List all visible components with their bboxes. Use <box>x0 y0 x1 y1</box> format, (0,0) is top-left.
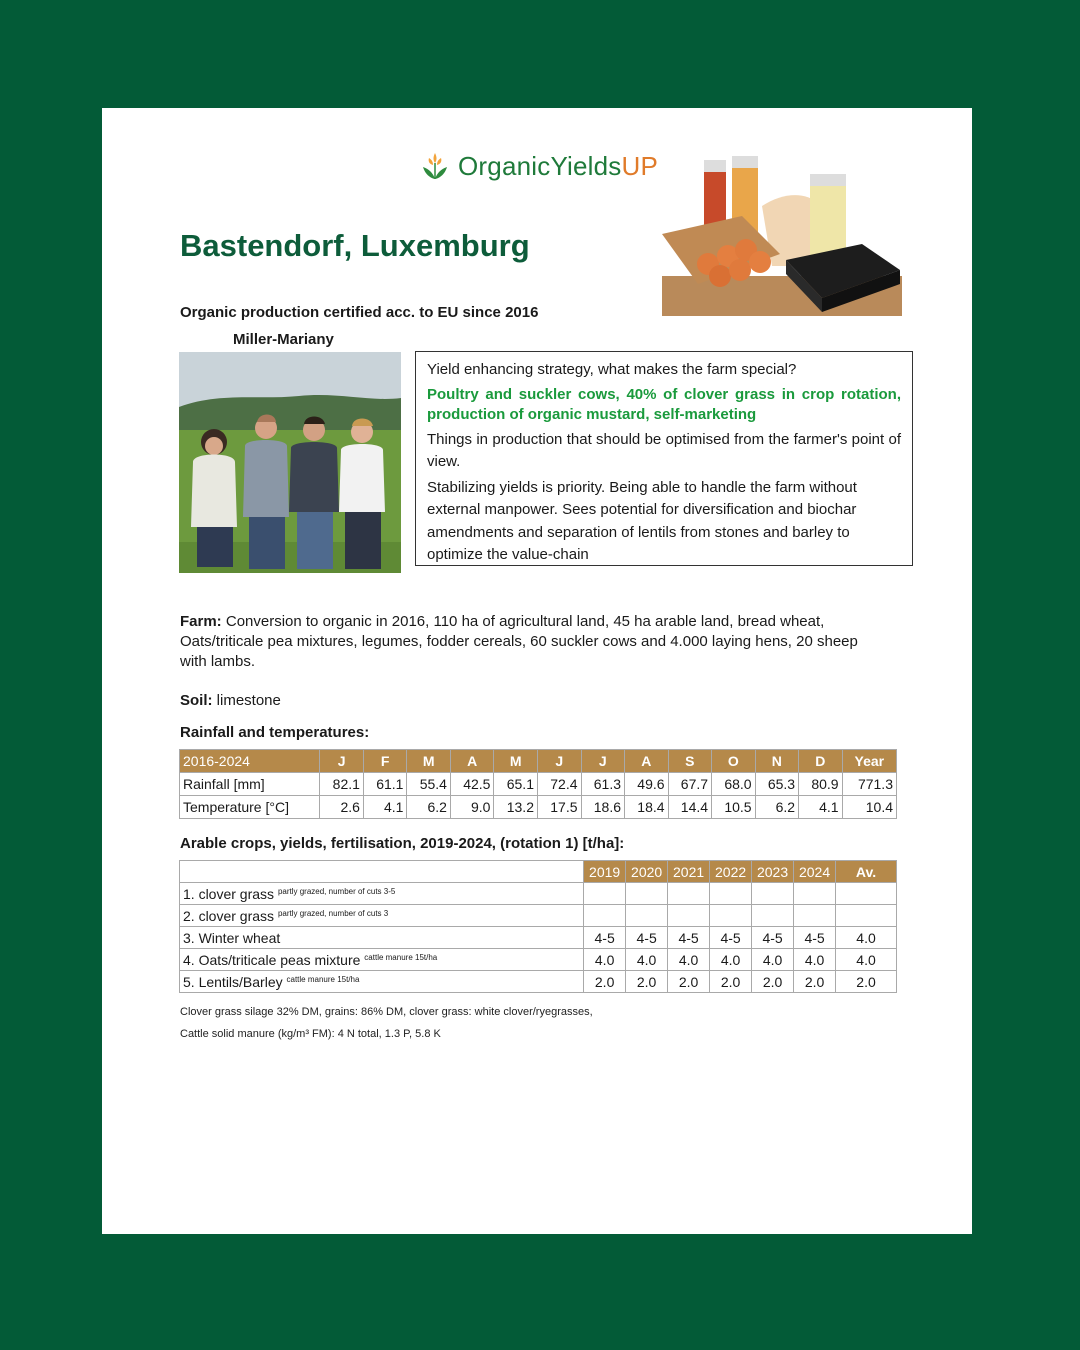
rainfall-header-cell: O <box>712 750 756 773</box>
crop-yield-cell: 2.0 <box>668 971 710 993</box>
strategy-question: Yield enhancing strategy, what makes the farm special? <box>427 361 797 378</box>
crop-name: 2. clover grass <box>183 907 275 924</box>
soil-text: limestone <box>212 692 281 709</box>
crop-yield-cell: 4.0 <box>584 949 626 971</box>
crop-yield-cell <box>626 905 668 927</box>
soil-label: Soil: <box>180 692 213 709</box>
note-silage: Clover grass silage 32% DM, grains: 86% DM, clover grass: white clover/ryegrasses, <box>180 1006 593 1018</box>
wheat-leaf-icon <box>418 149 452 183</box>
crop-yield-cell <box>584 883 626 905</box>
crop-name-cell <box>180 927 584 949</box>
crop-row <box>180 883 897 905</box>
crops-year-header: 2019 <box>584 861 626 883</box>
crop-yield-cell <box>626 883 668 905</box>
rainfall-row <box>180 796 897 819</box>
farm-label: Farm: <box>180 613 222 630</box>
crop-yield-cell: 4-5 <box>626 927 668 949</box>
crop-yield-cell: 2.0 <box>836 971 897 993</box>
rainfall-value-cell: 61.1 <box>363 773 407 796</box>
rainfall-value-cell: 67.7 <box>668 773 712 796</box>
rainfall-value-cell: 18.4 <box>625 796 669 819</box>
crop-yield-cell: 4.0 <box>626 949 668 971</box>
crop-yield-cell: 4.0 <box>836 949 897 971</box>
crop-yield-cell: 4-5 <box>584 927 626 949</box>
crops-year-header: 2020 <box>626 861 668 883</box>
rainfall-value-cell: 17.5 <box>537 796 581 819</box>
rainfall-header-cell: J <box>537 750 581 773</box>
factsheet-page <box>102 108 972 1234</box>
crop-yield-cell <box>710 883 752 905</box>
certification-text: Organic production certified acc. to EU since 2016 <box>180 304 539 321</box>
rainfall-value-cell: 13.2 <box>494 796 538 819</box>
crop-yield-cell <box>710 905 752 927</box>
soil-info <box>180 692 281 709</box>
strategy-highlight: Poultry and suckler cows, 40% of clover grass in crop rotation, production of organic mustard, self-marketing <box>427 385 901 423</box>
crops-table <box>179 860 897 993</box>
rainfall-value-cell: 2.6 <box>320 796 364 819</box>
crop-yield-cell <box>584 905 626 927</box>
rainfall-header-cell: J <box>320 750 364 773</box>
rainfall-header-cell: N <box>755 750 799 773</box>
rainfall-value-cell: 6.2 <box>755 796 799 819</box>
rainfall-value-cell: 771.3 <box>842 773 896 796</box>
strategy-box <box>415 351 913 566</box>
crops-title: Arable crops, yields, fertilisation, 2019-2024, (rotation 1) [t/ha]: <box>180 835 625 852</box>
rainfall-value-cell: 10.4 <box>842 796 896 819</box>
optimise-answer: Stabilizing yields is priority. Being able to handle the farm without external manpower. Sees potential for diversification and biochar amendments and separation of lentils from stones and barley to optimize the value-chain <box>427 478 857 563</box>
crop-name: 3. Winter wheat <box>183 929 281 946</box>
crop-name-cell <box>180 905 584 927</box>
rainfall-header-cell: F <box>363 750 407 773</box>
crop-name: 1. clover grass <box>183 885 275 902</box>
rainfall-header-cell: Year <box>842 750 896 773</box>
farm-products-image <box>662 156 902 316</box>
rainfall-value-cell: 14.4 <box>668 796 712 819</box>
crop-yield-cell <box>794 905 836 927</box>
crops-header-row <box>180 861 897 883</box>
crop-name: 5. Lentils/Barley <box>183 973 283 990</box>
rainfall-row-label: Rainfall [mm] <box>180 773 320 796</box>
rainfall-header-cell: S <box>668 750 712 773</box>
rainfall-value-cell: 18.6 <box>581 796 625 819</box>
crops-header-blank <box>180 861 584 883</box>
rainfall-value-cell: 68.0 <box>712 773 756 796</box>
farmer-family-photo <box>179 352 401 573</box>
crop-row <box>180 949 897 971</box>
note-manure: Cattle solid manure (kg/m³ FM): 4 N total, 1.3 P, 5.8 K <box>180 1028 441 1040</box>
rainfall-header-row <box>180 750 897 773</box>
crop-yield-cell: 4-5 <box>668 927 710 949</box>
rainfall-header-cell: A <box>625 750 669 773</box>
crop-name-cell <box>180 949 584 971</box>
crop-yield-cell: 2.0 <box>710 971 752 993</box>
rainfall-value-cell: 72.4 <box>537 773 581 796</box>
crop-yield-cell: 2.0 <box>794 971 836 993</box>
rainfall-value-cell: 65.1 <box>494 773 538 796</box>
rainfall-value-cell: 65.3 <box>755 773 799 796</box>
crops-year-header: Av. <box>836 861 897 883</box>
rainfall-value-cell: 82.1 <box>320 773 364 796</box>
crop-yield-cell: 4.0 <box>794 949 836 971</box>
farm-text: Conversion to organic in 2016, 110 ha of agricultural land, 45 ha arable land, bread wheat, Oats/triticale pea mixtures, legumes, fodder cereals, 60 suckler cows and 4.000 laying hens, 20 sheep with lambs. <box>180 613 858 670</box>
crops-year-header: 2021 <box>668 861 710 883</box>
farm-description <box>180 612 880 672</box>
rainfall-header-cell: J <box>581 750 625 773</box>
rainfall-header-cell: M <box>494 750 538 773</box>
crop-note: cattle manure 15t/ha <box>286 974 360 984</box>
rainfall-header-cell: D <box>799 750 843 773</box>
farm-family-name: Miller-Mariany <box>233 331 334 348</box>
crop-yield-cell <box>668 905 710 927</box>
rainfall-value-cell: 9.0 <box>450 796 494 819</box>
crop-yield-cell: 4.0 <box>710 949 752 971</box>
crop-yield-cell <box>836 883 897 905</box>
rainfall-value-cell: 55.4 <box>407 773 451 796</box>
optimise-question: Things in production that should be optimised from the farmer's point of view. <box>427 430 901 470</box>
crop-yield-cell <box>668 883 710 905</box>
logo-text-main: OrganicYields <box>458 150 622 181</box>
logo-text-up: UP <box>621 150 659 181</box>
crop-yield-cell <box>752 905 794 927</box>
rainfall-value-cell: 10.5 <box>712 796 756 819</box>
crops-year-header: 2023 <box>752 861 794 883</box>
rainfall-value-cell: 80.9 <box>799 773 843 796</box>
rainfall-table <box>179 749 897 819</box>
crop-yield-cell: 2.0 <box>752 971 794 993</box>
crops-year-header: 2024 <box>794 861 836 883</box>
rainfall-value-cell: 42.5 <box>450 773 494 796</box>
rainfall-value-cell: 49.6 <box>625 773 669 796</box>
crop-note: cattle manure 15t/ha <box>364 952 438 962</box>
crop-row <box>180 971 897 993</box>
crop-yield-cell <box>836 905 897 927</box>
crop-yield-cell: 2.0 <box>584 971 626 993</box>
crop-name: 4. Oats/triticale peas mixture <box>183 951 361 968</box>
crop-yield-cell: 4.0 <box>752 949 794 971</box>
rainfall-header-cell: 2016-2024 <box>180 750 320 773</box>
crop-yield-cell: 2.0 <box>626 971 668 993</box>
crop-yield-cell: 4.0 <box>836 927 897 949</box>
rainfall-value-cell: 4.1 <box>363 796 407 819</box>
crop-note: partly grazed, number of cuts 3 <box>277 908 389 918</box>
rainfall-value-cell: 4.1 <box>799 796 843 819</box>
crop-row <box>180 927 897 949</box>
rainfall-row <box>180 773 897 796</box>
crop-name-cell <box>180 971 584 993</box>
crops-year-header: 2022 <box>710 861 752 883</box>
page-title: Bastendorf, Luxemburg <box>180 228 530 263</box>
rainfall-header-cell: M <box>407 750 451 773</box>
crop-yield-cell: 4.0 <box>668 949 710 971</box>
rainfall-value-cell: 6.2 <box>407 796 451 819</box>
crop-yield-cell: 4-5 <box>794 927 836 949</box>
crop-yield-cell: 4-5 <box>752 927 794 949</box>
crop-row <box>180 905 897 927</box>
crop-note: partly grazed, number of cuts 3-5 <box>277 886 396 896</box>
crop-yield-cell <box>794 883 836 905</box>
rainfall-header-cell: A <box>450 750 494 773</box>
rainfall-title: Rainfall and temperatures: <box>180 724 370 741</box>
rainfall-row-label: Temperature [°C] <box>180 796 320 819</box>
crop-name-cell <box>180 883 584 905</box>
crop-yield-cell <box>752 883 794 905</box>
rainfall-value-cell: 61.3 <box>581 773 625 796</box>
crop-yield-cell: 4-5 <box>710 927 752 949</box>
organicyieldsup-logo <box>418 148 658 184</box>
